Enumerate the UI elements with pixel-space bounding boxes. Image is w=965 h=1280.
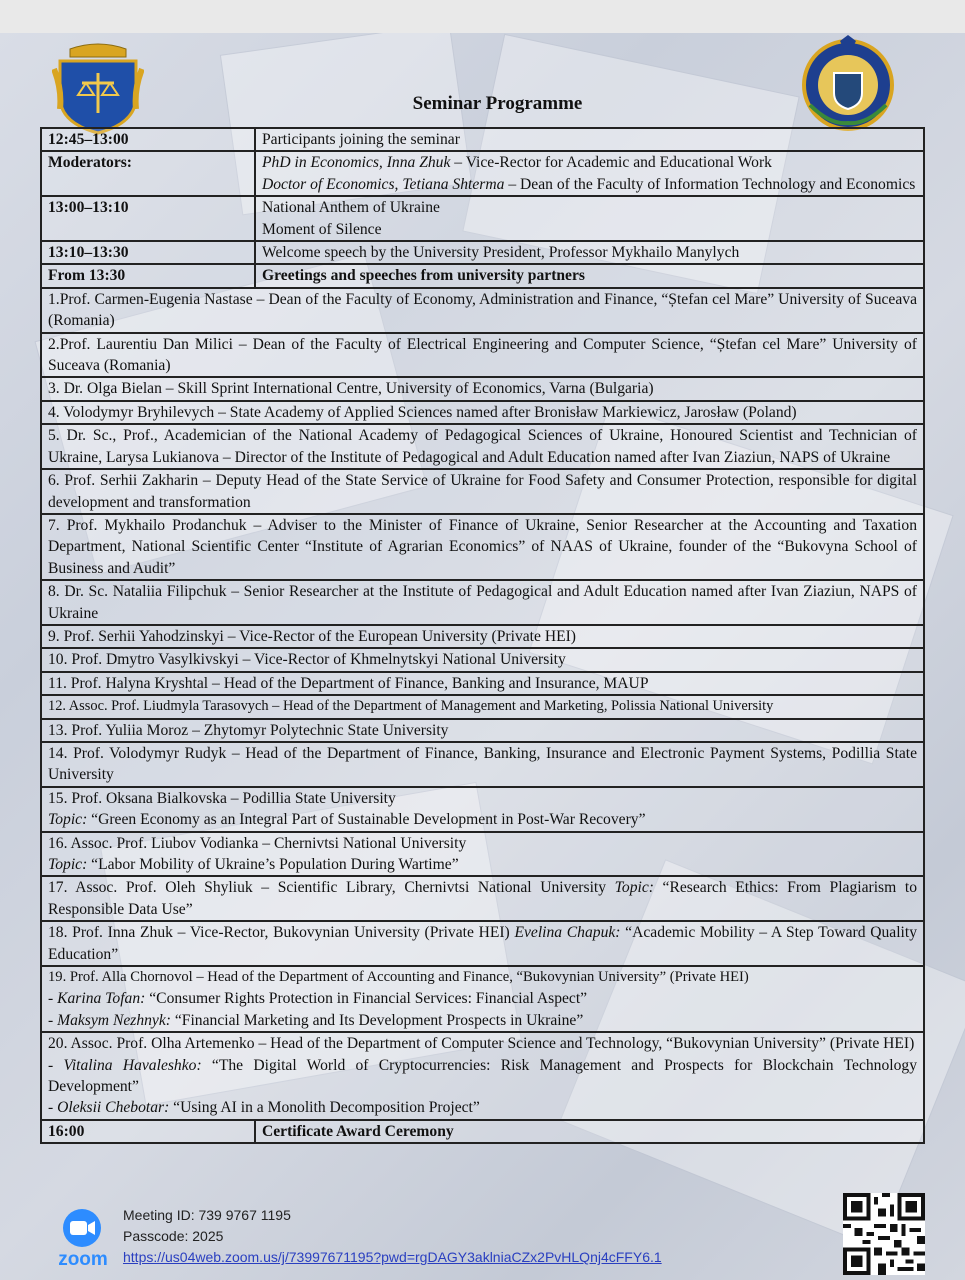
speaker-name: 15. Prof. Oksana Bialkovska – Podillia State University — [48, 789, 396, 807]
page-title: Seminar Programme — [412, 93, 583, 114]
crest-left-icon — [52, 39, 144, 135]
moderator-line — [262, 174, 917, 195]
speaker-cell: 4. Volodymyr Bryhilevych – State Academy of Applied Sciences named after Bronisław Markiewicz, Jarosław (Poland) — [41, 401, 924, 424]
speaker-name: 16. Assoc. Prof. Liubov Vodianka – Chernivtsi National University — [48, 834, 467, 852]
topic-title: “Financial Marketing and Its Development Prospects in Ukraine” — [170, 1011, 584, 1029]
speaker-cell — [41, 966, 924, 1032]
speaker-cell: 2.Prof. Laurentiu Dan Milici – Dean of the Faculty of Electrical Engineering and Computer Science, “Ștefan cel Mare” University of Suceava (Romania) — [41, 333, 924, 378]
topic-line — [48, 854, 917, 875]
bullet: - — [48, 990, 58, 1008]
table-row — [41, 264, 924, 287]
speaker-cell — [41, 876, 924, 921]
event-cell: Welcome speech by the University President, Professor Mykhailo Manylych — [255, 241, 924, 264]
student-line — [48, 1097, 917, 1118]
speaker-cell: 3. Dr. Olga Bielan – Skill Sprint International Centre, University of Economics, Varna (Bulgaria) — [41, 377, 924, 400]
speaker-row — [41, 832, 924, 877]
topic-label: Topic: — [48, 856, 88, 873]
event-line: Moment of Silence — [262, 220, 382, 238]
student-name: Vitalina Havaleshko: — [63, 1056, 202, 1074]
topic-title: “Green Economy as an Integral Part of Sustainable Development in Post-War Recovery” — [87, 811, 646, 829]
moderator-role: – Vice-Rector for Academic and Educational Work — [450, 154, 772, 172]
table-row — [41, 241, 924, 264]
student-name: Evelina Chapuk: — [514, 924, 621, 942]
speaker-cell: 8. Dr. Sc. Nataliia Filipchuk – Senior Researcher at the Institute of Pedagogical and Adult Education named after Ivan Ziaziun, NAPS of Ukraine — [41, 580, 924, 625]
speaker-row — [41, 288, 924, 333]
speaker-row — [41, 333, 924, 378]
speaker-cell: 12. Assoc. Prof. Liudmyla Tarasovych – Head of the Department of Management and Marketing, Polissia National University — [41, 695, 924, 718]
speaker-row — [41, 648, 924, 671]
speaker-row — [41, 1032, 924, 1120]
topic-title: “Research Ethics: From Plagiarism to Responsible Data Use” — [48, 879, 917, 918]
topic-title: “Using AI in a Monolith Decomposition Project” — [169, 1099, 480, 1117]
time-cell: 13:10–13:30 — [41, 241, 255, 264]
bullet: - — [48, 1099, 58, 1117]
meeting-link[interactable]: https://us04web.zoom.us/j/73997671195?pwd=rgDAGY3aklniaCZx2PvHLQnj4cFFY6.1 — [123, 1249, 662, 1265]
speaker-cell: 13. Prof. Yuliia Moroz – Zhytomyr Polytechnic State University — [41, 719, 924, 742]
topic-label: Topic: — [48, 811, 88, 829]
time-cell: Moderators: — [41, 151, 255, 196]
speaker-cell: 5. Dr. Sc., Prof., Academician of the National Academy of Pedagogical Sciences of Ukraine, Honoured Scientist and Technician of Ukraine, Larysa Lukianova – Director of the Institute of Pedagogical and Adult Education named after Ivan Ziaziun, NAPS of Ukraine — [41, 424, 924, 469]
programme-table — [40, 127, 925, 1144]
moderator-line — [262, 152, 917, 173]
speaker-row — [41, 377, 924, 400]
table-row — [41, 151, 924, 196]
zoom-camera-icon — [48, 1208, 118, 1270]
speaker-cell: 11. Prof. Halyna Kryshtal – Head of the Department of Finance, Banking and Insurance, MAUP — [41, 672, 924, 695]
zoom-logo-text: zoom — [58, 1249, 108, 1270]
speaker-row — [41, 742, 924, 787]
speaker-row — [41, 921, 924, 966]
speaker-name: 18. Prof. Inna Zhuk – Vice-Rector, Bukovynian University (Private HEI) — [48, 924, 515, 942]
speaker-name: 20. Assoc. Prof. Olha Artemenko – Head of the Department of Computer Science and Technology, “Bukovynian University” (Private HEI) — [48, 1035, 915, 1053]
event-cell: Participants joining the seminar — [255, 128, 924, 151]
meeting-passcode: Passcode: 2025 — [123, 1228, 224, 1244]
topic-title: “Consumer Rights Protection in Financial Services: Financial Aspect” — [145, 990, 588, 1008]
topic-line — [48, 809, 917, 830]
time-cell: From 13:30 — [41, 264, 255, 287]
university-emblem-icon — [800, 35, 896, 131]
speaker-cell: 10. Prof. Dmytro Vasylkivskyi – Vice-Rector of Khmelnytskyi National University — [41, 648, 924, 671]
speaker-row — [41, 876, 924, 921]
student-line — [48, 1055, 917, 1098]
topic-label: Topic: — [614, 879, 654, 897]
speaker-row — [41, 401, 924, 424]
speaker-cell: 9. Prof. Serhii Yahodzinskyi – Vice-Rector of the European University (Private HEI) — [41, 625, 924, 648]
speaker-row — [41, 580, 924, 625]
table-row — [41, 196, 924, 241]
speaker-row — [41, 719, 924, 742]
programme-page — [0, 33, 965, 1280]
speaker-row — [41, 672, 924, 695]
moderator-role: – Dean of the Faculty of Information Technology and Economics — [504, 175, 916, 193]
topic-title: “The Digital World of Cryptocurrencies: Risk Management and Prospects for Blockchain Technology Development” — [48, 1056, 917, 1096]
table-row — [41, 128, 924, 151]
speaker-cell: 1.Prof. Carmen-Eugenia Nastase – Dean of the Faculty of Economy, Administration and Finance, “Ștefan cel Mare” University of Suceava (Romania) — [41, 288, 924, 333]
topic-title: “Academic Mobility – A Step Toward Quality Education” — [48, 924, 918, 963]
moderators-cell — [255, 151, 924, 196]
speaker-row — [41, 469, 924, 514]
speaker-cell: 6. Prof. Serhii Zakharin – Deputy Head of the State Service of Ukraine for Food Safety and Consumer Protection, responsible for digital development and transformation — [41, 469, 924, 514]
moderator-name: Doctor of Economics, Tetiana Shterma — [262, 175, 505, 193]
moderator-name: PhD in Economics, Inna Zhuk — [262, 154, 451, 172]
qr-code-icon[interactable] — [843, 1193, 925, 1275]
student-name: Oleksii Chebotar: — [57, 1099, 170, 1117]
bullet: - — [48, 1011, 58, 1029]
speaker-row — [41, 625, 924, 648]
speaker-cell — [41, 832, 924, 877]
speaker-cell: 14. Prof. Volodymyr Rudyk – Head of the Department of Finance, Banking, Insurance and Electronic Payment Systems, Podillia State University — [41, 742, 924, 787]
topic-title: “Labor Mobility of Ukraine’s Population During Wartime” — [87, 856, 459, 873]
speaker-row — [41, 966, 924, 1032]
speaker-cell — [41, 1032, 924, 1120]
student-name: Karina Tofan: — [57, 990, 146, 1008]
student-line — [48, 1010, 917, 1031]
speaker-name: 19. Prof. Alla Chornovol – Head of the Department of Accounting and Finance, “Bukovynian University” (Private HEI) — [48, 969, 749, 986]
speaker-row — [41, 695, 924, 718]
bullet: - — [48, 1056, 64, 1074]
event-cell: Greetings and speeches from university partners — [255, 264, 924, 287]
time-cell: 13:00–13:10 — [41, 196, 255, 241]
event-cell: Certificate Award Ceremony — [255, 1120, 924, 1143]
speaker-row — [41, 424, 924, 469]
time-cell: 16:00 — [41, 1120, 255, 1143]
student-name: Maksym Nezhnyk: — [57, 1011, 171, 1029]
speaker-row — [41, 787, 924, 832]
speaker-cell — [41, 921, 924, 966]
student-line — [48, 988, 917, 1009]
speaker-cell — [41, 787, 924, 832]
meeting-id: Meeting ID: 739 9767 1195 — [123, 1207, 291, 1223]
meeting-info — [123, 1205, 662, 1268]
speaker-name: 17. Assoc. Prof. Oleh Shyliuk – Scientific Library, Chernivtsi National University — [48, 879, 615, 897]
table-row — [41, 1120, 924, 1143]
speaker-row — [41, 514, 924, 580]
event-line: National Anthem of Ukraine — [262, 199, 440, 217]
speaker-cell: 7. Prof. Mykhailo Prodanchuk – Adviser to the Minister of Finance of Ukraine, Senior Researcher at the Accounting and Taxation Department, National Scientific Center “Institute of Agrarian Economics” of NAAS of Ukraine, founder of the “Bukovyna School of Business and Audit” — [41, 514, 924, 580]
event-cell — [255, 196, 924, 241]
time-cell: 12:45–13:00 — [41, 128, 255, 151]
